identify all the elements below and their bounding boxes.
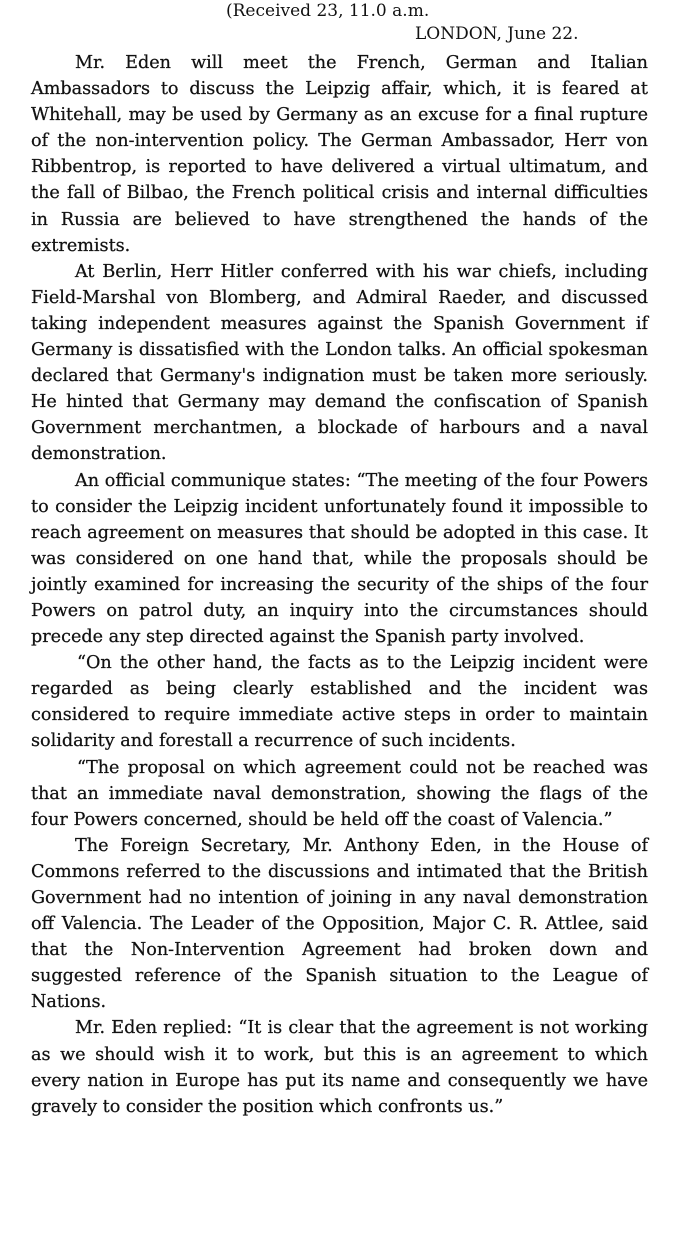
paragraph-communique: An official communique states: “The meeting of the four Powers to consider the Leipzig incident unfortunately found it impossible to reach agreement on measures that should be adopted in this case. It was considered on one hand that, while the proposals should be jointly examined for increasing the security of the ships of the four Powers on patrol duty, an inquiry into the circumstances should precede any step directed against the Spanish party involved. xyxy=(31,470,648,648)
paragraph-proposal: “The proposal on which agreement could not be reached was that an immediate naval demonstration, showing the flags of the four Powers concerned, should be held off the coast of Valencia.” xyxy=(31,757,648,830)
paragraph-eden-reply: Mr. Eden replied: “It is clear that the agreement is not working as we should wish it to work, but this is an agreement to which every nation in Europe has put its name and consequently we have gravely to consider the position which confronts us.” xyxy=(31,1018,648,1117)
article-body xyxy=(31,50,648,1120)
paragraph-eden-meeting: Mr. Eden will meet the French, German and Italian Ambassadors to discuss the Leipzig affair, which, it is feared at Whitehall, may be used by Germany as an excuse for a final rupture of the non-intervention policy. The German Ambassador, Herr von Ribbentrop, is reported to have delivered a virtual ultimatum, and the fall of Bilbao, the French political crisis and internal difficulties in Russia are believed to have strengthened the hands of the extremists. xyxy=(31,53,648,256)
paragraph-berlin: At Berlin, Herr Hitler conferred with his war chiefs, including Field-Marshal von Blomberg, and Admiral Raeder, and discussed taking independent measures against the Spanish Government if Germany is dissatisfied with the London talks. An official spokesman declared that Germany's indignation must be taken more seriously. He hinted that Germany may demand the confiscation of Spanish Government merchantmen, a blockade of harbours and a naval demonstration. xyxy=(31,261,648,465)
dateline: LONDON, June 22. xyxy=(415,24,579,44)
received-note: (Received 23, 11.0 a.m. xyxy=(226,1,430,21)
paragraph-commons: The Foreign Secretary, Mr. Anthony Eden, in the House of Commons referred to the discussions and intimated that the British Government had no intention of joining in any naval demonstration off Valencia. The Leader of the Opposition, Major C. R. Attlee, said that the Non-Intervention Agreement had broken down and suggested reference of the Spanish situation to the League of Nations. xyxy=(31,835,648,1013)
paragraph-other-hand: “On the other hand, the facts as to the Leipzig incident were regarded as being clearly established and the incident was considered to require immediate active steps in order to maintain solidarity and forestall a recurrence of such incidents. xyxy=(31,653,648,752)
